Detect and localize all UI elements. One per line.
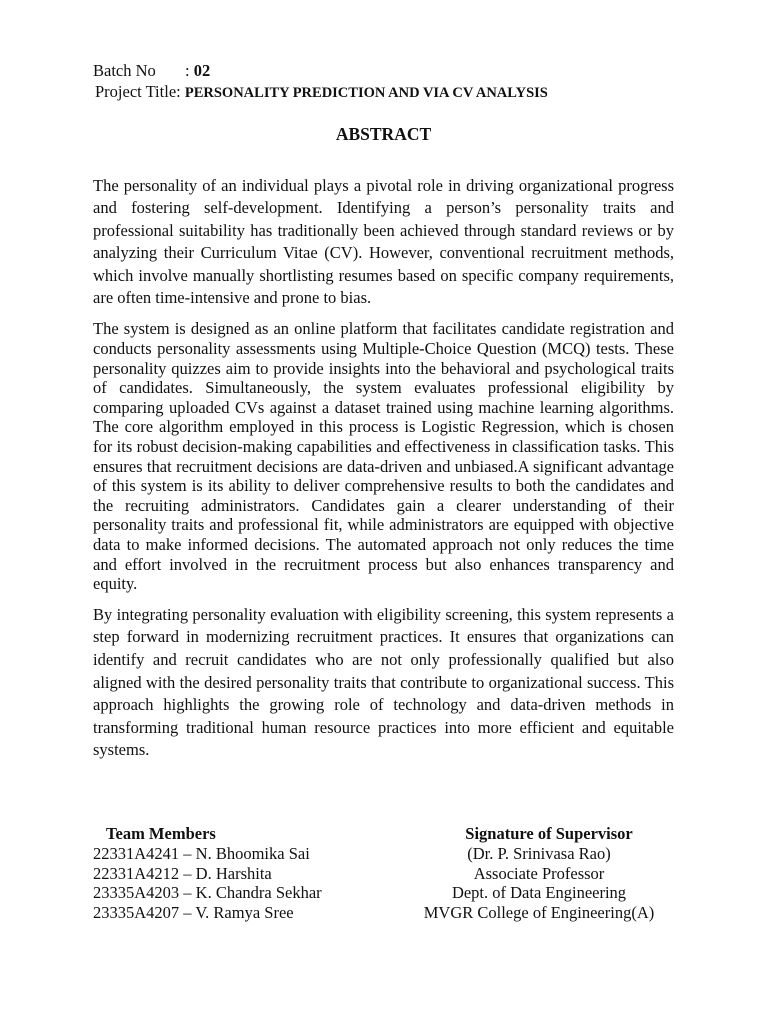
supervisor-name: (Dr. P. Srinivasa Rao) [467, 843, 611, 863]
project-title-separator: : [176, 82, 181, 101]
batch-row [93, 60, 674, 81]
supervisor-designation: Associate Professor [473, 863, 605, 883]
abstract-paragraph-1: The personality of an individual plays a pivotal role in driving organizational progress and fostering self-development. Identifying a person’s personality traits and professional suitability has traditionally been achieved through standard reviews or by analyzing their Curriculum Vitae (CV). However, conventional recruitment methods, which involve manually shortlisting resumes based on specific company requirements, are often time-intensive and prone to bias. [93, 176, 674, 308]
team-member: 22331A4241 – N. Bhoomika Sai [93, 843, 310, 863]
batch-separator: : [185, 61, 190, 80]
project-title-row [95, 81, 674, 104]
abstract-heading: ABSTRACT [335, 124, 432, 144]
supervisor-heading: Signature of Supervisor [465, 824, 633, 843]
supervisor-department: Dept. of Data Engineering [451, 883, 627, 903]
supervisor-college: MVGR College of Engineering(A) [423, 903, 655, 923]
batch-label: Batch No [93, 61, 156, 80]
abstract-paragraph-3: By integrating personality evaluation with eligibility screening, this system represents a step forward in modernizing recruitment practices. It ensures that organizations can identify and recruit candidates who are not only professionally qualified but also aligned with the desired personality traits that contribute to organizational success. This approach highlights the growing role of technology and data-driven methods in transforming traditional human resource practices into more efficient and equitable systems. [93, 604, 674, 760]
batch-value: 02 [193, 61, 211, 80]
team-members-heading: Team Members [106, 824, 216, 843]
supervisor-block [404, 824, 674, 923]
document-page [93, 60, 674, 762]
abstract-paragraph-2: The system is designed as an online platform that facilitates candidate registration and conducts personality assessments using Multiple-Choice Question (MCQ) tests. These personality quizzes aim to provide insights into the behavioral and psychological traits of candidates. Simultaneously, the system evaluates professional eligibility by comparing uploaded CVs against a dataset trained using machine learning algorithms. The core algorithm employed in this process is Logistic Regression, which is chosen for its robust decision-making capabilities and effectiveness in classification tasks. This ensures that recruitment decisions are data-driven and unbiased.A significant advantage of this system is its ability to deliver comprehensive results to both the candidates and the recruiting administrators. Candidates gain a clearer understanding of their personality traits and professional fit, while administrators are equipped with objective data to make informed decisions. The automated approach not only reduces the time and effort involved in the recruitment process but also enhances transparency and equity. [93, 319, 674, 594]
project-title-label: Project Title [95, 82, 177, 101]
team-member: 23335A4203 – K. Chandra Sekhar [93, 883, 322, 903]
team-member: 22331A4212 – D. Harshita [93, 863, 272, 883]
team-member: 23335A4207 – V. Ramya Sree [93, 903, 294, 923]
project-title-value: PERSONALITY PREDICTION AND VIA CV ANALYSIS [184, 85, 548, 101]
team-members-block [93, 824, 322, 923]
